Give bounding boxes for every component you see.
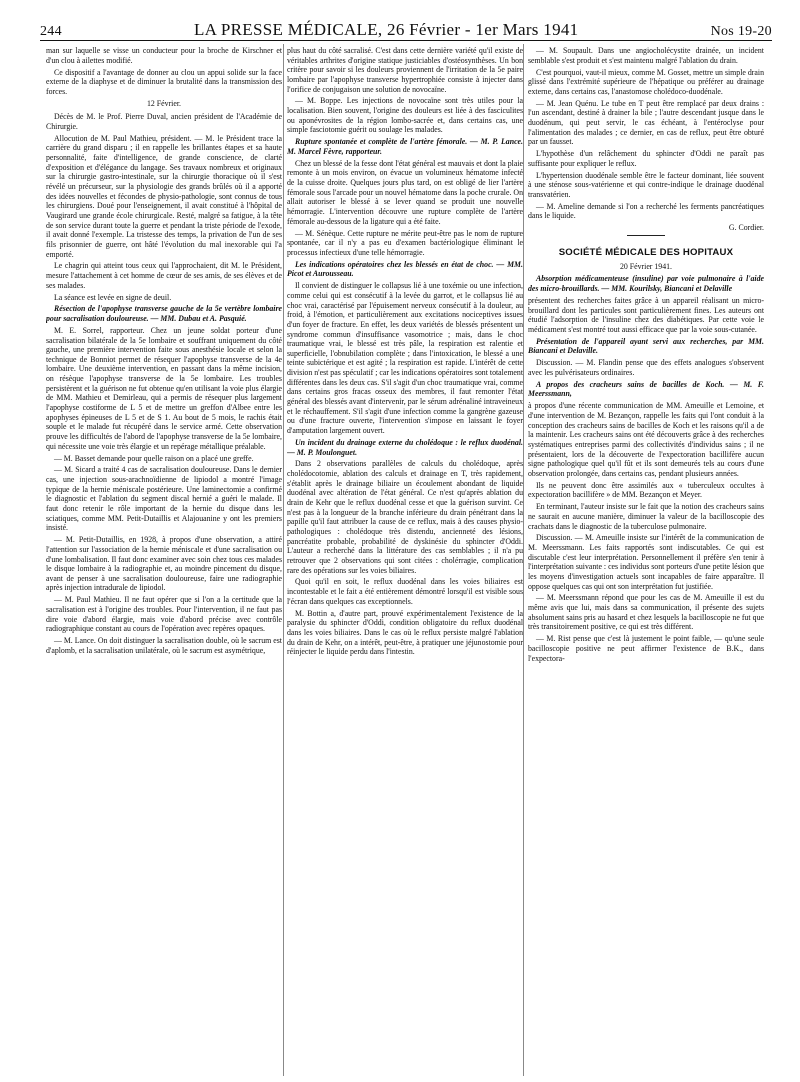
paragraph: présentent des recherches faites grâce à un appareil réalisant un micro-brouillard dont les particules sont particulièrement fines. Les auteurs ont étudié l'adsorption de l'insuline chez des diabétiques. Par cette voie le médicament s'est montré tout aussi efficace que par la voie sous-cutanée. xyxy=(528,295,764,334)
column-2 xyxy=(287,46,523,1076)
paragraph: C'est pourquoi, vaut-il mieux, comme M. Gosset, mettre un simple drain glissé dans l'extrémité supérieure de l'hépatique ou préférer au drainage externe, dans certains cas, l'anastomose cholédoco-duodénale. xyxy=(528,67,764,96)
paragraph: — M. Sicard a traité 4 cas de sacralisation douloureuse. Dans le dernier cas, une injection sous-arachnoïdienne de lipiodol a montré l'image typique de la hernie méniscale postérieure. Une laminectomie a confirmé le diagnostic et l'ablation du segment discal hernié a guéri le malade. Il faut donc retenir le rôle important de la hernie du disque dans les sciatiques, comme MM. Petit-Dutaillis et Alajouanine y ont les premiers insisté. xyxy=(46,465,282,533)
paragraph: La séance est levée en signe de deuil. xyxy=(54,292,172,302)
paragraph: — M. Paul Mathieu. Il ne faut opérer que si l'on a la certitude que la sacralisation est à l'origine des troubles. Pour l'intervention, il ne faut pas dire voie d'abord élargie, mais voie d'abord précise avec contrôle radiographique constant au cours de l'opération avec repères opaques. xyxy=(46,595,282,634)
paragraph: Ils ne peuvent donc être assimilés aux « tuberculeux occultes à expectoration bacillifère » de MM. Bezançon et Meyer. xyxy=(528,480,764,500)
paragraph: Discussion. — M. Ameuille insiste sur l'intérêt de la communication de M. Meerssmann. Les faits rapportés sont indiscutables. Ce qui est discutable c'est leur interprétation. Personnellement il préfère s'en tenir à l'interprétation suivante : ces individus sont porteurs d'une petite lésion que les moyens d'investigation actuels sont incapables de faire apparaître. Il oppose quelques cas qui ont son interprétation fut justifiée. xyxy=(528,533,764,591)
paragraph: Ce dispositif a l'avantage de donner au clou un appui solide sur la face externe de la diaphyse et de diminuer la brutalité dans la transmission des forces. xyxy=(46,67,282,96)
paragraph: L'hypertension duodénale semble être le facteur dominant, liée souvent à une sténose sous-vatérienne et qui contre-indique le drainage duodénal transvatérien. xyxy=(528,170,764,199)
date-line: 12 Février. xyxy=(147,99,181,109)
journal-title: LA PRESSE MÉDICALE, 26 Février - 1er Mars 1941 xyxy=(194,20,579,39)
signature: G. Cordier. xyxy=(728,223,764,233)
page-header xyxy=(40,14,772,40)
paragraph: Le chagrin qui atteint tous ceux qui l'approchaient, dit M. le Président, mesure l'attachement à cet homme de cœur de ses amis, de ses élèves et de ses malades. xyxy=(46,261,282,290)
issue-number: Nos 19-20 xyxy=(710,24,772,39)
paragraph: — M. Jean Quénu. Le tube en T peut être remplacé par deux drains : l'un ascendant, destiné à drainer la bile ; l'autre descendant jusque dans le duodénum, qui peut servir, le cas échéant, à l'entérоclyse pour l'alimentation des malades ; ce dernier, en cas de reflux, peut être obturé par un fausset. xyxy=(528,98,764,147)
paragraph: — M. Ameline demande si l'on a recherché les ferments pancréatiques dans le liquide. xyxy=(528,201,764,221)
paragraph: En terminant, l'auteur insiste sur le fait que la notion des cracheurs sains ne saurait en aucune manière, diminuer la valeur de la bacilloscopie des crachats dans le diagnostic de la tuberculose pulmonaire. xyxy=(528,502,764,531)
paragraph: — M. Meerssmann répond que pour les cas de M. Ameuille il est du même avis que lui, mais dans sa communication, il présente des sujets absolument sains pris au hasard et chez lesquels la bacilloscopie ne fut que très transitoirement positive, ce qui est très différent. xyxy=(528,593,764,632)
article-heading: Un incident du drainage externe du cholédoque : le reflux duodénal. — M. P. Moulonguet. xyxy=(287,437,523,457)
header-rule xyxy=(40,40,772,41)
paragraph: plus haut du côté sacralisé. C'est dans cette dernière variété qu'il existe de véritables arthrites d'origine statique justiciables d'ostéosynthèses. Un bon critère pour savoir si les douleurs proviennent de l'irritation de la 5e paire lombaire par l'apophyse transverse hypertrophiée consiste à injecter dans l'orifice de conjugaison une solution de novocaïne. xyxy=(287,46,523,94)
article-heading: A propos des cracheurs sains de bacilles de Koch. — M. F. Meerssmann, xyxy=(528,379,764,399)
column-3 xyxy=(528,46,764,1076)
paragraph: Quoi qu'il en soit, le reflux duodénal dans les voies biliaires est incontestable et le fait a été entièrement démontré lorsqu'il est visible sous l'écran dans quelques cas exceptionnels. xyxy=(287,577,523,606)
paragraph: — M. Boppe. Les injections de novocaïne sont très utiles pour la localisation. Bien souvent, l'origine des douleurs est liée à des fasciculites ou aponévrosites de la région lombo-sacrée et, dans certains cas, une simple fasciotomie guérit ou soulage les malades. xyxy=(287,96,523,135)
paragraph: — M. Sénèque. Cette rupture ne mérite peut-être pas le nom de rupture spontanée, car il n'y a pas eu d'examen bactériologique éliminant le processus infectieux d'une telle hémorragie. xyxy=(287,228,523,257)
society-heading: SOCIÉTÉ MÉDICALE DES HOPITAUX xyxy=(558,247,734,259)
paragraph: Décès de M. le Prof. Pierre Duval, ancien président de l'Académie de Chirurgie. xyxy=(46,112,282,131)
article-heading: Rupture spontanée et complète de l'artère fémorale. — M. P. Lance. M. Marcel Fèvre, rapporteur. xyxy=(287,137,523,156)
paragraph: L'hypothèse d'un relâchement du sphincter d'Oddi ne paraît pas suffisante pour expliquer le reflux. xyxy=(528,149,764,168)
paragraph: Discussion. — M. Flandin pense que des effets analogues s'observent avec les pulvérisateurs ordinaires. xyxy=(528,358,764,377)
article-heading: Présentation de l'appareil ayant servi aux recherches, par MM. Biancani et Delaville. xyxy=(528,336,764,356)
paragraph: Allocution de M. Paul Mathieu, président. — M. le Président trace la carrière du grand disparu ; il en rappelle les brillantes étapes et sa haute personnalité, faite d'intelligence, de grande conscience, de clarté d'exposition et d'élégance du langage. Ses travaux nombreux et originaux sur la chirurgie gastro-intestinale, sur la chirurgie thoracique où il s'est révélé un précurseur, sur la physiologie des grands brûlés où il a apporté des idées nouvelles et fécondes de physio-pathologie, sont connus de tous les chirurgiens. Doué pour l'enseignement, il avait constitué à l'hôpital de Vaugirard une grande école chirurgicale. Resté, malgré sa fatigue, à la tête de son service durant toute la guerre et pendant la triste période de l'exode, il avait donné l'exemple. La tristesse des temps, la privation de l'un de ses fils prisonnier de guerre, ont hâté l'évolution du mal inexorable qui l'a emporté. xyxy=(46,133,282,259)
article-heading: Absorption médicamenteuse (insuline) par voie pulmonaire à l'aide des micro-brouillards. — MM. Kourilsky, Biancani et Delaville xyxy=(528,274,764,294)
paragraph: — M. Lance. On doit distinguer la sacralisation double, où le sacrum est d'aplomb, et la sacralisation unilatérale, où le sacrum est asymétrique, xyxy=(46,636,282,655)
date-line: 20 Février 1941. xyxy=(619,261,673,271)
paragraph: — M. Soupault. Dans une angiocholécystite drainée, un incident semblable s'est produit et s'est maintenu malgré l'ablation du drain. xyxy=(528,46,764,65)
section-rule xyxy=(627,235,665,236)
paragraph: man sur laquelle se visse un conducteur pour la broche de Kirschner et d'un clou à ailettes modifié. xyxy=(46,46,282,65)
article-heading: Résection de l'apophyse transverse gauche de la 5e vertèbre lombaire pour sacralisation douloureuse. — MM. Dubau et A. Pasquié. xyxy=(46,304,282,323)
paragraph: à propos d'une récente communication de MM. Ameuille et Lemoine, et d'une intervention de M. Bezançon, rappelle les faits qui l'ont conduit à la conception des cracheurs sains de bacilles de Koch et les raisons qu'il a de la maintenir. Les cracheurs sains ont été découverts grâce à des recherches systématiques entreprises parmi des collectivités d'individus sains ; il ne présentaient, lors de la découverte de l'expectoration bacillifère aucun signe pathologique quel qu'il fût et ils sont demeurés tels au cours d'une observation prolongée, dans certains cas, pendant plusieurs années. xyxy=(528,401,764,478)
column-divider xyxy=(283,44,284,1076)
paragraph: — M. Petit-Dutaillis, en 1928, à propos d'une observation, a attiré l'attention sur l'association de la hernie méniscale et d'une sacralisation ou d'une lombalisation. Il faut donc examiner avec soin chez tous ces malades le disque lombaire à la radiographie et, au moindre pincement du disque, avant de penser à une sacralisation douloureuse, faire une radiographie après injection intradurale de lipiodol. xyxy=(46,535,282,593)
column-1 xyxy=(46,46,282,1076)
article-heading: Les indications opératoires chez les blessés en état de choc. — MM. Picot et Aurousseau. xyxy=(287,259,523,279)
paragraph: Il convient de distinguer le collapsus lié à une toxémie ou une infection, comme celui qui est consécutif à la levée du garrot, et le collapsus lié au choc vrai, caractérisé par l'épuisement nerveux consécutif à la douleur, au froid, à l'émotion, et particulièrement aux excitations nociceptives issues d'un foyer de fracture. En effet, les deux variétés de blessés présentent un syndrome commun d'insuffisance vasomotrice ; mais, dans le choc traumatique vrai, le blessé est très pâle, la respiration est ralentie et superficielle, l'obnubilation complète ; dans l'intoxication, le blessé a une teinte subictérique et est agité ; la respiration est rapide. L'intérêt de cette division n'est pas spéculatif ; car les indications opératoires sont totalement différentes dans les deux cas. S'il s'agit d'un choc traumatique vrai, comme dans certains gros fracas osseux des membres, il faut remonter l'état général des blessés avant d'intervenir, par le sérum adrénaliné intraveineux et le réchauffement. S'il s'agit d'une infection comme la gangrène gazeuse ou d'une fracture ouverte, l'intervention s'impose en laissant le foyer d'amputation largement ouvert. xyxy=(287,281,523,436)
paragraph: Chez un blessé de la fesse dont l'état général est mauvais et dont la plaie remonte à un mois environ, on évacue un volumineux hématome infecté de la cuisse droite. Quelques jours plus tard, on est obligé de lier l'artère fémorale sous l'arcade pour un nouvel hématome dans la poche crurale. On allait autoriser le blessé à se lever quand se produit une nouvelle hémorragie. L'intervention découvre une rupture complète de l'artère fémorale au-dessous de la ligature qui a été faite. xyxy=(287,158,523,226)
paragraph: — M. Rist pense que c'est là justement le point faible, — qu'une seule bacilloscopie positive ne peut affirmer l'existence de B.K., dans l'expectora- xyxy=(528,634,764,663)
paragraph: — M. Basset demande pour quelle raison on a placé une greffe. xyxy=(54,453,254,463)
page-number: 244 xyxy=(40,24,62,39)
paragraph: M. E. Sorrel, rapporteur. Chez un jeune soldat porteur d'une sacralisation bilatérale de la 5e lombaire et souffrant uniquement du côté gauche, une première intervention faite sous anesthésie locale et selon la technique de Bonniot permet de résequer l'apophyse transverse de la 4e lombaire. Une deuxième intervention, en passant dans la même incision, on résèque l'apophyse transverse de la 5e lombaire. Les troubles persistèrent et la guérison ne fut obtenue qu'en utilisant la voie plus élargie de MM. Mathieu et Demirleau, qui a permis de résequer plus largement l'apophyse costiforme de L 5 et de mettre un greffon d'Albee entre les apophyses épineuses de L 5 et de S 1. Au bout de 5 mois, le rachis était souple et le malade fut récupéré dans le service armé. Cette observation prouve les difficultés de l'abord de l'apophyse transverse de la 5e lombaire, qui nécessite une voie très élargie et un repérage métallique préalable. xyxy=(46,325,282,451)
paragraph: M. Bottin a, d'autre part, prouvé expérimentalement l'existence de la paralysie du sphincter d'Oddi, condition obligatoire du reflux duodénal dans les voies biliaires. Dans le cas où le reflux persiste malgré l'ablation du drain de Kehr, on a intérêt, peut-être, à pratiquer une jéjunostomie pour réinjecter le liquide perdu dans l'intestin. xyxy=(287,608,523,657)
column-divider xyxy=(523,44,524,1076)
paragraph: Dans 2 observations parallèles de calculs du cholédoque, après cholédocotomie, ablation des calculs et drainage en T, très rapidement, s'établit après le drainage biliaire un écoulement abondant de liquide duodénal avec altération de l'état général. Ce n'est qu'après ablation du drain de Kehr que le reflux duodénal cesse et que la guérison survint. Ce n'est pas à la longueur de la branche inférieure du drain pénétrant dans la papille qu'il faut attribuer la cause de ce reflux, mais à des causes physio-pathologiques : cholédoque très distendu, ancienneté des lésions, pancréatite probable, probabilité de dyskinésie du sphincter d'Oddi. L'auteur a recherché dans la littérature des cas semblables ; il n'a pu retrouver que 2 observations qui sont citées : cholérragie, complication rare des opérations sur les voies biliaires. xyxy=(287,459,523,575)
